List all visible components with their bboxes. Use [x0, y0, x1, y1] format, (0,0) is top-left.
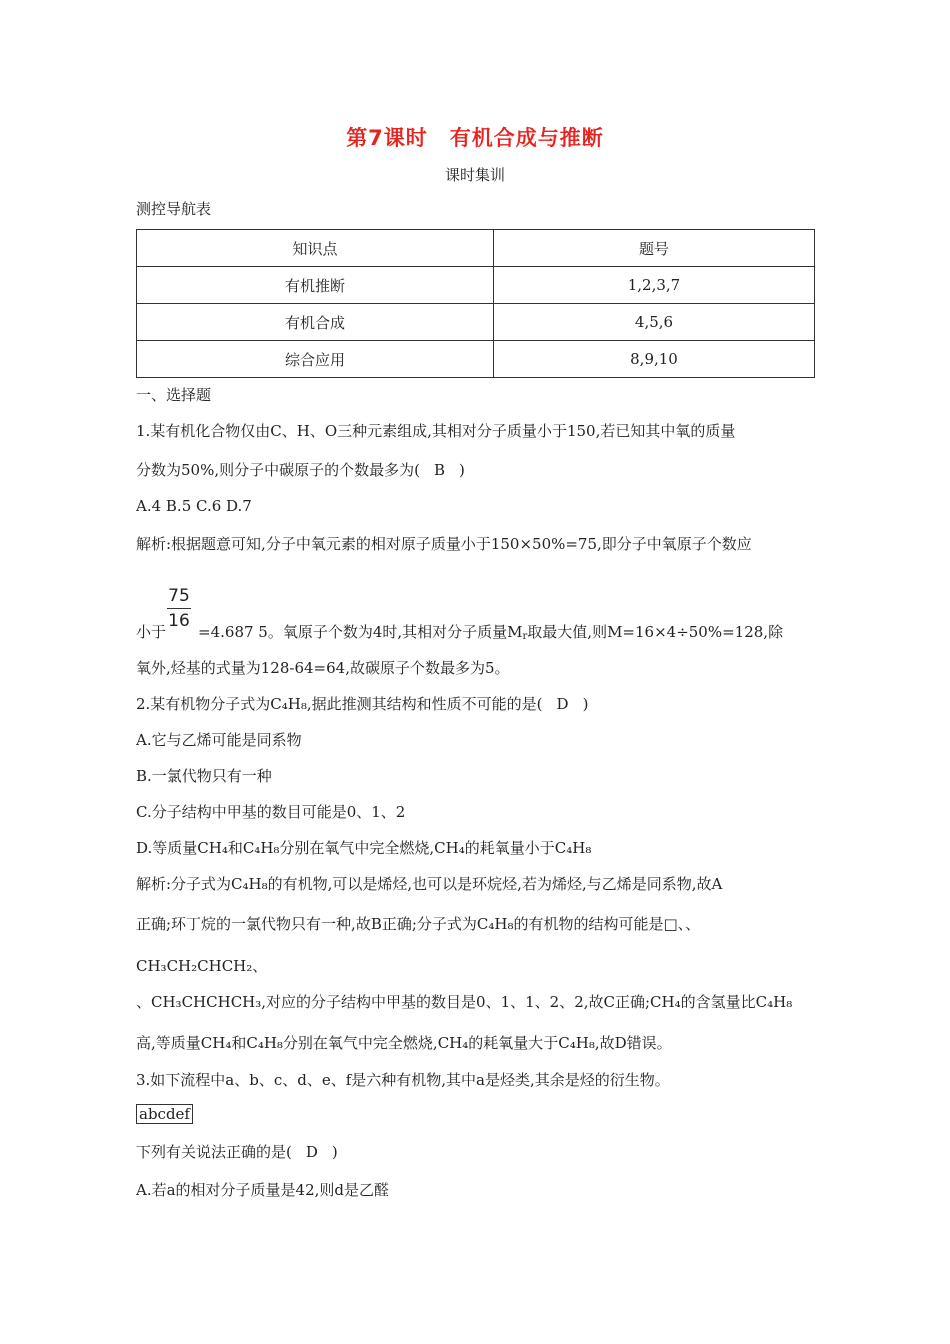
table-cell: 4,5,6 [494, 304, 815, 341]
table-header: 题号 [494, 230, 815, 267]
table-cell: 8,9,10 [494, 341, 815, 378]
q2-close-paren: ) [582, 695, 589, 713]
q1-analysis-line1: 解析:根据题意可知,分子中氧元素的相对原子质量小于150×50%=75,即分子中氧原子个数应 [136, 535, 752, 553]
q1-options: A.4 B.5 C.6 D.7 [136, 497, 252, 515]
q1-analysis-pre: 小于 [136, 623, 167, 641]
q1-analysis-line3: 氧外,烃基的式量为128-64=64,故碳原子个数最多为5。 [136, 659, 510, 677]
q3-question [136, 1141, 338, 1162]
table-cell: 1,2,3,7 [494, 267, 815, 304]
q2-analysis-line3: CH₃CH₂CHCH₂、 [136, 957, 268, 975]
table-row [137, 267, 815, 304]
q2-answer: D [556, 695, 569, 713]
table-row [137, 304, 815, 341]
q1-close-paren: ) [459, 461, 465, 479]
table-cell: 有机合成 [137, 304, 494, 341]
q2-analysis-line2: 正确;环丁烷的一氯代物只有一种,故B正确;分子式为C₄H₈的有机物的结构可能是□、、 [136, 915, 701, 933]
q2-option-d: D.等质量CH₄和C₄H₈分别在氧气中完全燃烧,CH₄的耗氧量小于C₄H₈ [136, 839, 592, 857]
fraction-bar [167, 608, 191, 609]
page-title: 第7课时 有机合成与推断 [346, 126, 604, 150]
q3-option-a: A.若a的相对分子质量是42,则d是乙醛 [136, 1181, 390, 1199]
table-caption: 测控导航表 [136, 200, 212, 218]
table-cell: 综合应用 [137, 341, 494, 378]
navigation-table [136, 229, 815, 378]
section-heading: 一、选择题 [136, 386, 212, 404]
q2-option-a: A.它与乙烯可能是同系物 [136, 731, 302, 749]
q2-analysis-line1: 解析:分子式为C₄H₈的有机物,可以是烯烃,也可以是环烷烃,若为烯烃,与乙烯是同系物,故A [136, 875, 723, 893]
q2-stem-text: 2.某有机物分子式为C₄H₈,据此推测其结构和性质不可能的是( [136, 695, 543, 713]
q3-flow-diagram-box: abcdef [136, 1104, 193, 1124]
subscript-r: r [522, 631, 528, 642]
q1-answer: B [433, 461, 445, 479]
fraction-numerator: 75 [168, 586, 190, 606]
q3-question-text: 下列有关说法正确的是( [136, 1143, 292, 1161]
q3-stem: 3.如下流程中a、b、c、d、e、f是六种有机物,其中a是烃类,其余是烃的衍生物。 [136, 1071, 670, 1089]
table-row [137, 341, 815, 378]
q1-analysis-post: 取最大值,则M=16×4÷50%=128,除 [527, 623, 784, 641]
q3-close-paren: ) [331, 1143, 338, 1161]
q2-option-b: B.一氯代物只有一种 [136, 767, 272, 785]
table-header: 知识点 [137, 230, 494, 267]
q1-analysis-mid: =4.687 5。氧原子个数为4时,其相对分子质量M [198, 623, 523, 641]
q2-analysis-line4: 、CH₃CHCHCH₃,对应的分子结构中甲基的数目是0、1、1、2、2,故C正确;CH₄的含氢量比C₄H₈ [136, 993, 793, 1011]
q3-answer: D [305, 1143, 318, 1161]
q2-stem [136, 693, 588, 714]
q2-option-c: C.分子结构中甲基的数目可能是0、1、2 [136, 803, 406, 821]
table-cell: 有机推断 [137, 267, 494, 304]
q1-analysis-line2 [136, 621, 783, 642]
fraction-denominator: 16 [168, 611, 190, 631]
q1-stem-text: 分数为50%,则分子中碳原子的个数最多为( [136, 461, 420, 479]
q1-stem-line1: 1.某有机化合物仅由C、H、O三种元素组成,其相对分子质量小于150,若已知其中氧的质量 [136, 422, 736, 440]
q1-stem-line2 [136, 459, 465, 480]
table-header-row [137, 230, 815, 267]
page-subtitle: 课时集训 [444, 166, 505, 184]
q2-analysis-line5: 高,等质量CH₄和C₄H₈分别在氧气中完全燃烧,CH₄的耗氧量大于C₄H₈,故D错误。 [136, 1034, 672, 1052]
